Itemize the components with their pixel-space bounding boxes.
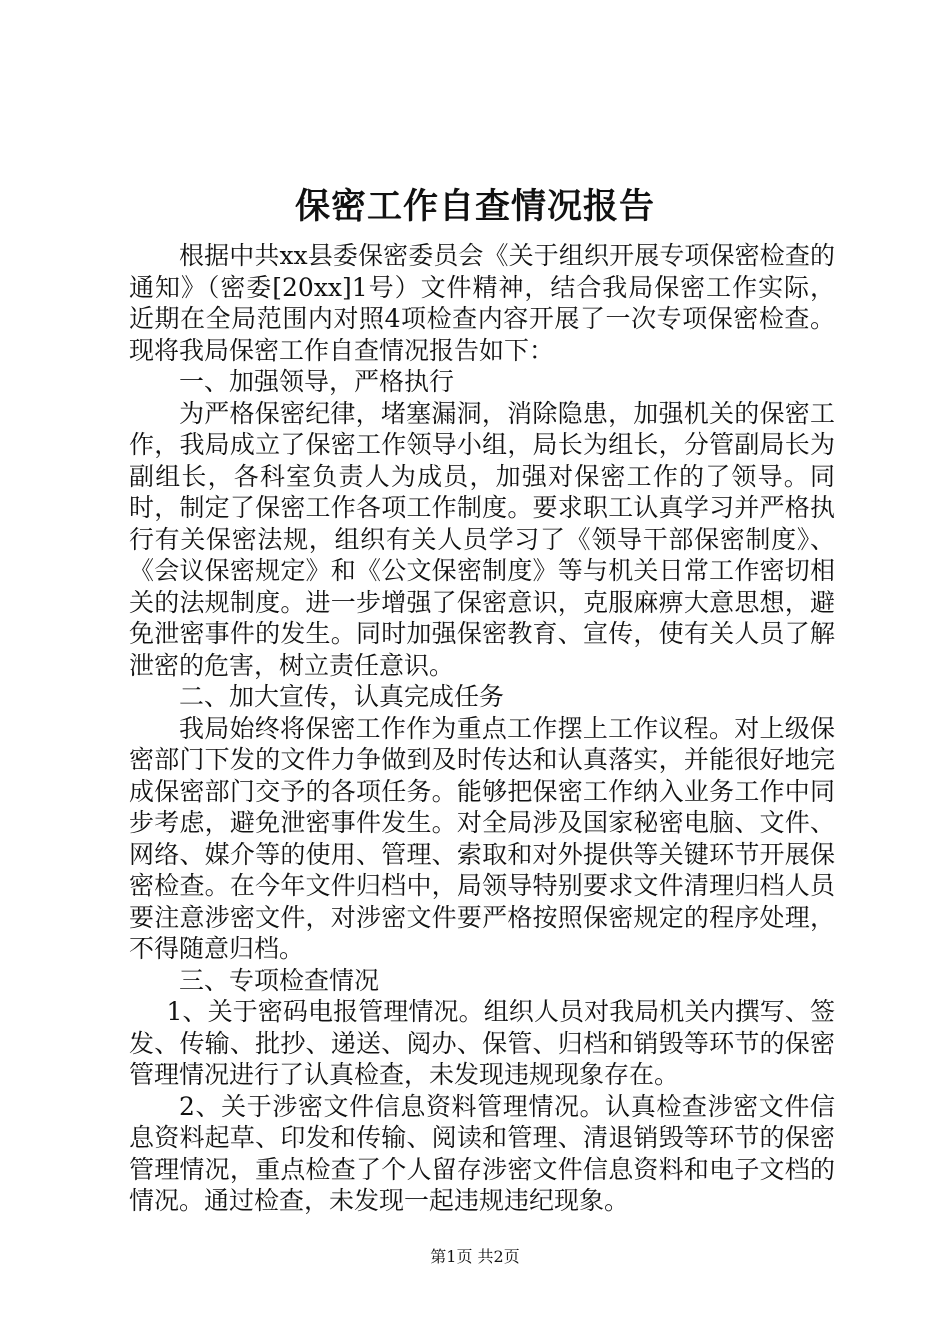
document-title: 保密工作自查情况报告 [294, 186, 655, 227]
document-body [129, 240, 835, 1217]
intro-paragraph: 根据中共xx县委保密委员会《关于组织开展专项保密检查的通知》（密委[20xx]1号）文件精神，结合我局保密工作实际，近期在全局范围内对照4项检查内容开展了一次专项保密检查。现将我局保密工作自查情况报告如下： [129, 241, 835, 365]
section-2-heading: 二、加大宣传，认真完成任务 [179, 682, 505, 711]
item-1-paragraph: 1、关于密码电报管理情况。组织人员对我局机关内撰写、签发、传输、批抄、递送、阅办、保管、归档和销毁等环节的保密管理情况进行了认真检查，未发现违规现象存在。 [129, 997, 835, 1089]
section-2-paragraph: 我局始终将保密工作作为重点工作摆上工作议程。对上级保密部门下发的文件力争做到及时传达和认真落实，并能很好地完成保密部门交予的各项任务。能够把保密工作纳入业务工作中同步考虑，避免泄密事件发生。对全局涉及国家秘密电脑、文件、网络、媒介等的使用、管理、索取和对外提供等关键环节开展保密检查。在今年文件归档中，局领导特别要求文件清理归档人员要注意涉密文件，对涉密文件要严格按照保密规定的程序处理，不得随意归档。 [129, 713, 835, 963]
item-2-paragraph: 2、关于涉密文件信息资料管理情况。认真检查涉密文件信息资料起草、印发和传输、阅读和管理、清退销毁等环节的保密管理情况，重点检查了个人留存涉密文件信息资料和电子文档的情况。通过检查，未发现一起违规违纪现象。 [129, 1091, 835, 1215]
section-1-paragraph: 为严格保密纪律，堵塞漏洞，消除隐患，加强机关的保密工作，我局成立了保密工作领导小组，局长为组长，分管副局长为副组长，各科室负责人为成员，加强对保密工作的了领导。同时，制定了保密工作各项工作制度。要求职工认真学习并严格执行有关保密法规，组织有关人员学习了《领导干部保密制度》、《会议保密规定》和《公文保密制度》等与机关日常工作密切相关的法规制度。进一步增强了保密意识，克服麻痹大意思想，避免泄密事件的发生。同时加强保密教育、宣传，使有关人员了解泄密的危害，树立责任意识。 [129, 398, 835, 680]
page-footer: 第1页 共2页 [430, 1247, 520, 1266]
section-1-heading: 一、加强领导，严格执行 [179, 367, 455, 396]
section-3-heading: 三、专项检查情况 [179, 965, 380, 995]
